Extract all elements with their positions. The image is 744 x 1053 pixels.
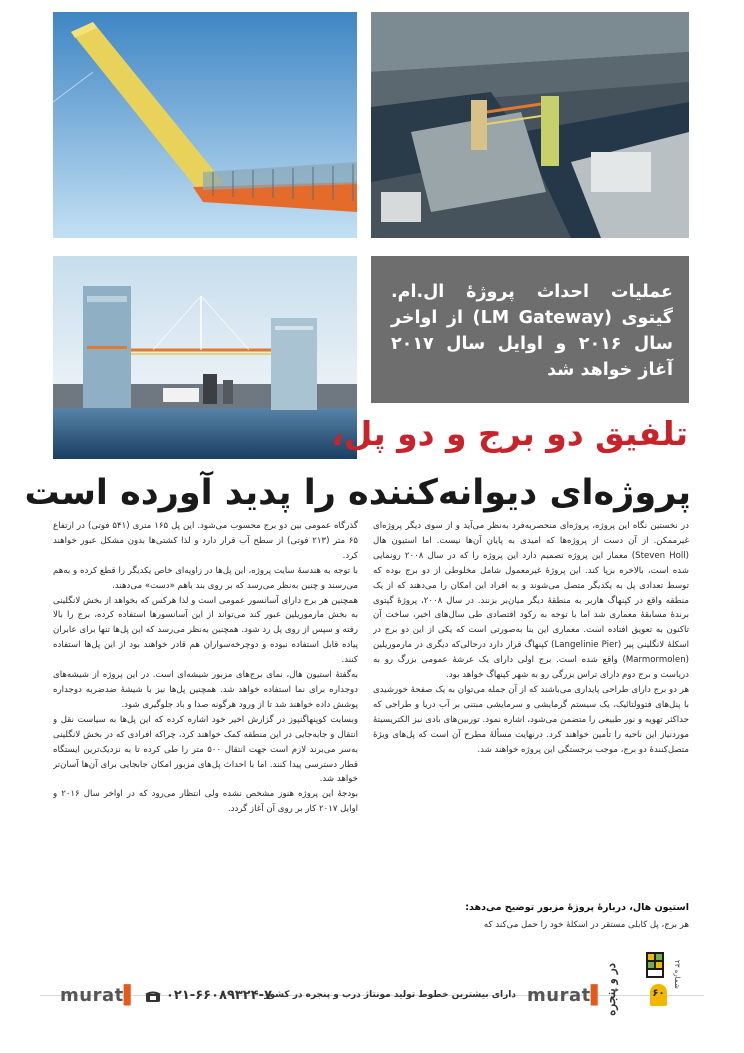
pull-quote-box [371, 256, 689, 403]
phone-number: ۰۲۱-۶۶۰۸۹۳۲۴-۷ [166, 988, 273, 1003]
phone-icon [145, 991, 161, 1002]
article-column-right [373, 519, 689, 897]
headline-line-1: تلفیق دو برج و دو پل، [331, 414, 688, 453]
towers-waterfront-illustration [53, 256, 357, 459]
aerial-harbor-photo [371, 12, 689, 238]
page-number: ۶۰ [652, 988, 665, 999]
paragraph: وبسایت کوپنهاگنپوز در گزارش اخیر خود اشاره کرده که این پل‌ها به سیاست نقل و انتقال و جابه‌جایی در این منطقه کمک خواهند کرد، چراکه افرادی که در بخش لانگلینی به‌سر می‌برند لازم است جهت انتقال ۵۰۰ متر را طی کرده تا به نزدیک‌ترین ایستگاه قطار دسترسی پیدا کنند. اما با احداث پل‌های مزبور امکان جابجایی برای آن‌ها آسان‌تر خواهد شد. [53, 714, 358, 785]
murat-logo-mark: ▌ [123, 985, 139, 1006]
issue-number: شماره ۲۳ [673, 960, 681, 989]
murat-logo-left [60, 985, 138, 1006]
paragraph: گذرگاه عمومی بین دو برج محسوب می‌شود. این پل ۱۶۵ متری (۵۴۱ فوتی) در ارتفاع ۶۵ متر (۲۱۳ فوتی) از سطح آب قرار دارد و لذا کشتی‌ها بدون مشکل عبور خواهند کرد. [53, 521, 358, 561]
bridge-closeup-photo [53, 12, 357, 238]
pull-quote: عملیات احداث پروژۀ ال.ام. گیتوی (LM Gateway) از اواخر سال ۲۰۱۶ و اوایل سال ۲۰۱۷ آغاز خواهد شد [391, 282, 673, 380]
aerial-harbor-illustration [371, 12, 689, 238]
murat-logo-text: murat [60, 985, 124, 1006]
bridge-closeup-illustration [53, 12, 357, 238]
paragraph: بودجۀ این پروژه هنوز مشخص نشده ولی انتظار می‌رود که در اواخر سال ۲۰۱۶ و اوایل ۲۰۱۷ کار بر روی آن آغاز گردد. [53, 789, 358, 815]
section-subheading: استیون هال، دربارۀ پروژۀ مزبور توضیح می‌دهد: [465, 902, 689, 913]
murat-logo-text: murat [527, 985, 591, 1006]
towers-waterfront-photo [53, 256, 357, 459]
article-column-left [53, 519, 358, 934]
murat-logo-mark: ▌ [590, 985, 606, 1006]
paragraph: در نخستین نگاه این پروژه، پروژه‌ای منحصربه‌فرد به‌نظر می‌آید و از سوی دیگر پروژه‌ای غیرممکن. از آن دست از پروژه‌ها که امیدی به پایان آن‌ها نیست. اما استیون هال (Steven Holl) معمار این پروژه تصمیم دارد این پروژه را که در سال ۲۰۰۸ رونمایی شده است، بالاخره برپا کند. این پروژۀ غیرمعمول شامل مخلوطی از دو برج بوده که توسط تعدادی پل به یکدیگر متصل می‌شوند و به افراد این امکان را می‌دهند که از یک منطقه واقع در کپنهاگ هاربر به منطقۀ دیگر میان‌بر بزنند. در سال ۲۰۰۸، پروژۀ گیتوی برندۀ مسابقۀ معماری شد اما با توجه به رکود اقتصادی طی سال‌های اخیر، ساخت آن تاکنون به تعویق افتاده است. معماری این بنا به‌صورتی است که یکی از این دو برج در اسکلۀ لانگلینی پیر (Langelinie Pier) کپنهاگ قرار دارد درحالی‌که دیگری در مارموریلین (Marmormolen) واقع شده است. برج اولی دارای یک عرشۀ عمومی بزرگ رو به دریاست و برج دوم دارای تراس بزرگی رو به شهر کپنهاگ خواهد بود. [373, 521, 689, 681]
footer-tagline: دارای بیشترین خطوط تولید مونتاژ درب و پنجره در کشور [264, 990, 516, 1000]
headline-line-2: پروژه‌ای دیوانه‌کننده را پدید آورده است [24, 473, 691, 513]
magazine-logo-icon [646, 952, 664, 978]
magazine-name: در و پنجره [604, 963, 618, 1016]
paragraph: هر دو برج دارای طراحی پایداری می‌باشند که از آن جمله می‌توان به یک صفحۀ خورشیدی با پنل‌های فتوولتائیک، یک سیستم گرمایشی و سرمایشی مبتنی بر آب دریا و طراحی که حداکثر تهویه و نور طبیعی را متضمن می‌شود، اشاره نمود. توربین‌های بادی نیز الکتریسیتۀ موردنیاز این ناحیه را تأمین خواهند کرد. درنهایت مسألۀ مطرح آن است که پل‌های ویژۀ متصل‌کنندۀ دو برج، موجب برجستگی این پروژه خواهند شد. [373, 684, 689, 755]
murat-logo-mid [527, 985, 605, 1006]
paragraph: با توجه به هندسۀ سایت پروژه، این پل‌ها در زاویه‌ای خاص یکدیگر را قطع کرده و به‌هم می‌رسند و چنین به‌نظر می‌رسد که بر روی بند باهم «دست» می‌دهند. [53, 565, 358, 591]
paragraph: همچنین هر برج دارای آسانسور عمومی است و لذا هرکس که بخواهد از بخش لانگلینی به بخش مارموریلین عبور کند می‌تواند از این آسانسورها استفاده کرده، برج را بالا رفته و سپس از روی پل رد شود. همچنین به‌نظر می‌رسد که این پل‌ها تنها برای عابران پیاده قابل استفاده نبوده و دوچرخه‌سواران هم قادر خواهند بود از این پل‌ها استفاده کنند. [53, 595, 358, 666]
paragraph: هر برج، پل کابلی مستقر در اسکلۀ خود را حمل می‌کند که [483, 920, 689, 930]
paragraph: به‌گفتۀ استیون هال، نمای برج‌های مزبور شیشه‌ای است. در این پروژه از شیشه‌های دوجداره برای نما استفاده خواهد شد. همچنین پل‌ها نیز با شیشۀ ضدضربه دوجداره پوشش داده خواهند شد تا از ورود هرگونه صدا و باد جلوگیری شود. [53, 670, 358, 710]
